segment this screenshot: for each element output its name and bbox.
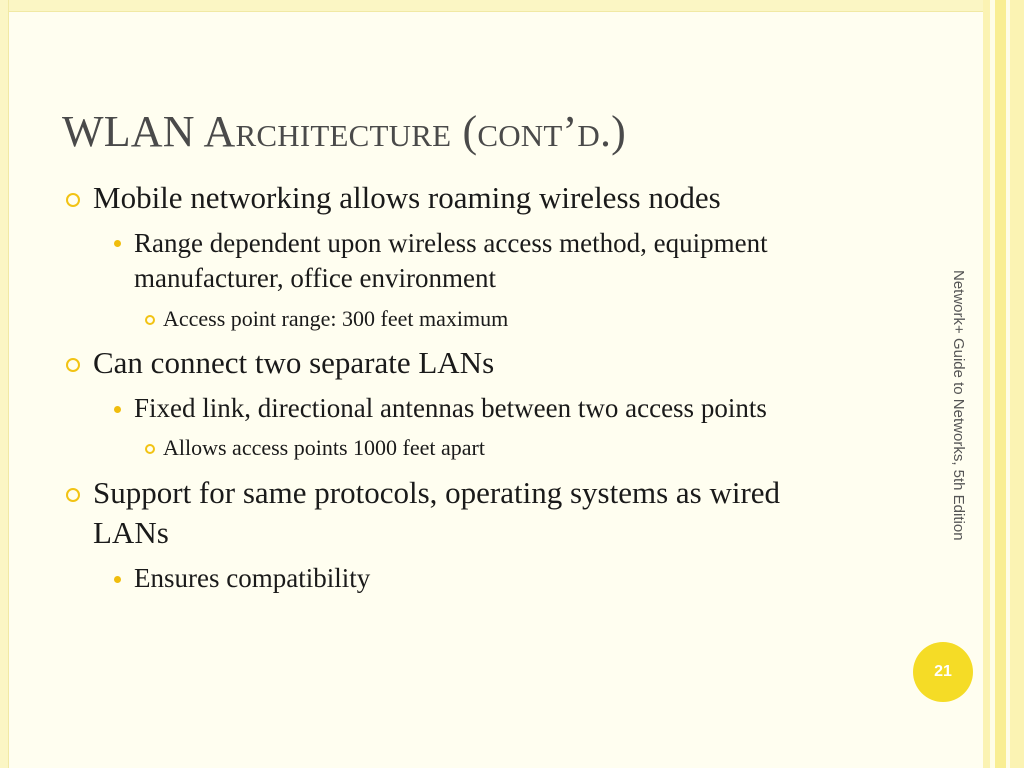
- bullet-text-level1: Mobile networking allows roaming wireless nodes: [93, 180, 721, 215]
- right-stripe: [1010, 0, 1024, 768]
- bullet-dot-icon: [114, 240, 121, 247]
- bullet-text-level1: Can connect two separate LANs: [93, 345, 495, 380]
- bullet-text-level1: Support for same protocols, operating systems as wired: [93, 475, 781, 510]
- page-number-badge: 21: [913, 642, 973, 702]
- bullet-text-level2: Range dependent upon wireless access method, equipment: [134, 228, 768, 258]
- frame-top-border: [9, 0, 983, 12]
- slide-title-smallcaps: rchitecture (cont’d.): [235, 107, 626, 156]
- bullet-text-level3: Allows access points 1000 feet apart: [163, 435, 485, 460]
- bullet-text-level2: Fixed link, directional antennas between two access points: [134, 393, 767, 423]
- bullet-circle-icon: [145, 315, 155, 325]
- bullet-dot-icon: [114, 406, 121, 413]
- bullet-text-level2-continued: manufacturer, office environment: [134, 263, 497, 293]
- bullet-circle-icon: [145, 444, 155, 454]
- bullet-text-level3: Access point range: 300 feet maximum: [163, 306, 509, 331]
- bullet-text-level2: Ensures compatibility: [134, 563, 371, 593]
- bullet-dot-icon: [114, 576, 121, 583]
- bullet-circle-icon: [66, 358, 80, 372]
- bullet-circle-icon: [66, 488, 80, 502]
- slide-title: [62, 106, 626, 157]
- footer-vertical-text: [950, 270, 970, 575]
- footer-text: Network+ Guide to Networks, 5th Edition: [950, 270, 967, 541]
- right-stripe: [983, 0, 990, 768]
- slide-title-main: WLAN A: [62, 107, 236, 156]
- bullet-text-level1-continued: LANs: [93, 515, 169, 550]
- frame-left-border: [0, 0, 9, 768]
- right-stripe: [995, 0, 1006, 768]
- bullet-circle-icon: [66, 193, 80, 207]
